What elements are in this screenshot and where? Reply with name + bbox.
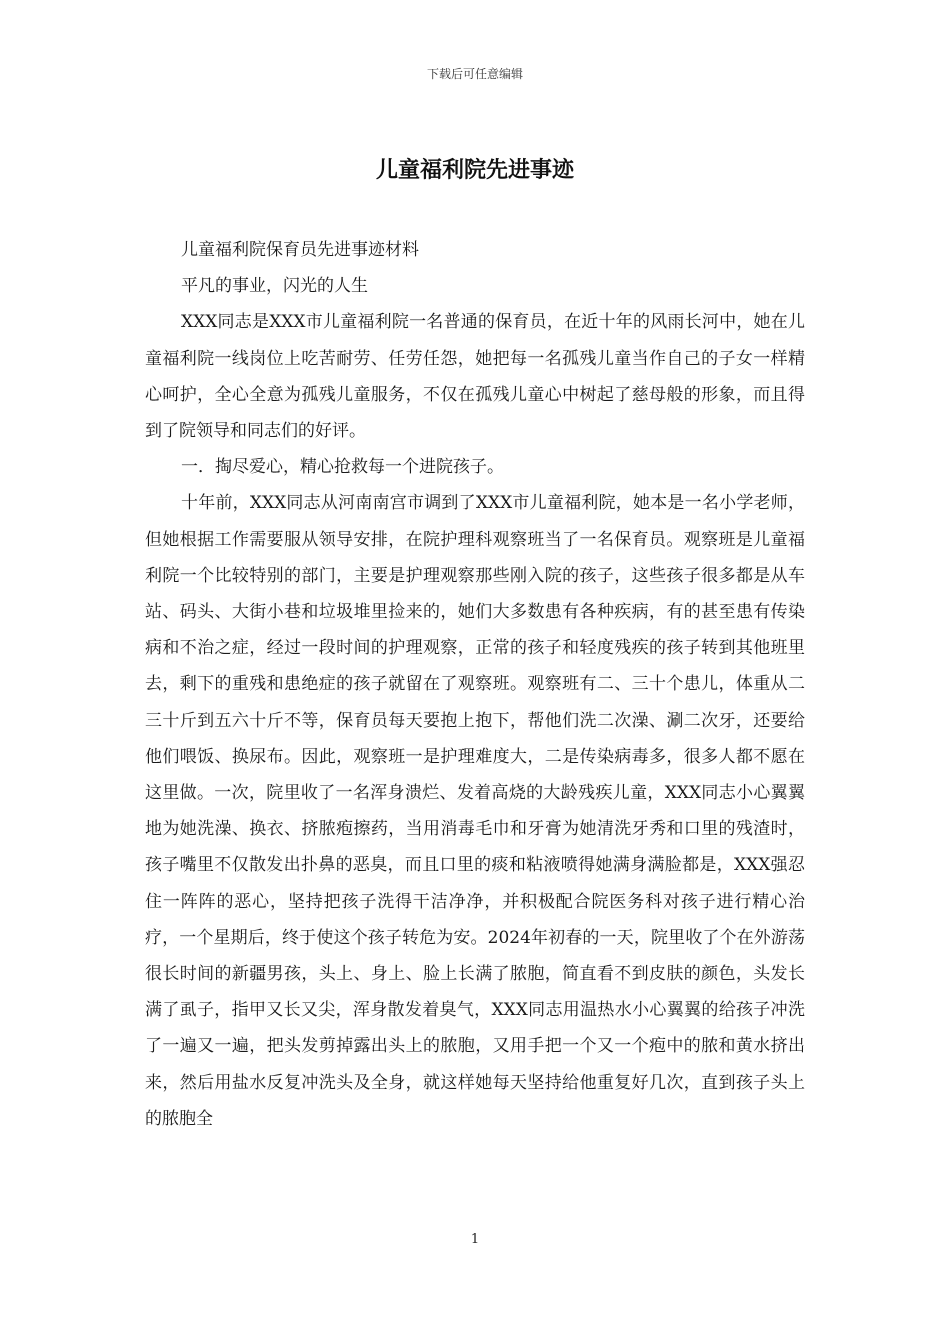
- page-number: 1: [470, 1232, 480, 1247]
- paragraph-intro: XXX同志是XXX市儿童福利院一名普通的保育员，在近十年的风雨长河中，她在儿童福利院一线岗位上吃苦耐劳、任劳任怨，她把每一名孤残儿童当作自己的子女一样精心呵护，全心全意为孤残儿童服务，不仅在孤残儿童心中树起了慈母般的形象，而且得到了院领导和同志们的好评。: [145, 312, 805, 442]
- paragraph-tagline: 平凡的事业，闪光的人生: [181, 276, 368, 297]
- paragraph-section-heading: 一．掏尽爱心，精心抢救每一个进院孩子。: [181, 457, 504, 478]
- page-header-note: 下载后可任意编辑: [426, 67, 523, 81]
- paragraph-story: 十年前，XXX同志从河南南宫市调到了XXX市儿童福利院，她本是一名小学老师，但她根据工作需要服从领导安排，在院护理科观察班当了一名保育员。观察班是儿童福利院一个比较特别的部门，主要是护理观察那些刚入院的孩子，这些孩子很多都是从车站、码头、大街小巷和垃圾堆里捡来的，她们大多数患有各种疾病，有的甚至患有传染病和不治之症，经过一段时间的护理观察，正常的孩子和轻度残疾的孩子转到其他班里去，剩下的重残和患绝症的孩子就留在了观察班。观察班有二、三十个患儿，体重从二三十斤到五六十斤不等，保育员每天要抱上抱下，帮他们洗二次澡、涮二次牙，还要给他们喂饭、换尿布。因此，观察班一是护理难度大，二是传染病毒多，很多人都不愿在这里做。一次，院里收了一名浑身溃烂、发着高烧的大龄残疾儿童，XXX同志小心翼翼地为她洗澡、换衣、挤脓疱擦药，当用消毒毛巾和牙膏为她清洗牙秀和口里的残渣时，孩子嘴里不仅散发出扑鼻的恶臭，而且口里的痰和粘液喷得她满身满脸都是，XXX强忍住一阵阵的恶心，坚持把孩子洗得干洁净净，并积极配合院医务科对孩子进行精心治疗，一个星期后，终于使这个孩子转危为安。2024年初春的一天，院里收了个在外游荡很长时间的新疆男孩，头上、身上、脸上长满了脓胞，简直看不到皮肤的颜色，头发长满了虱子，指甲又长又尖，浑身散发着臭气，XXX同志用温热水小心翼翼的给孩子冲洗了一遍又一遍，把头发剪掉露出头上的脓胞，又用手把一个又一个疱中的脓和黄水挤出来，然后用盐水反复冲洗头及全身，就这样她每天坚持给他重复好几次，直到孩子头上的脓胞全: [145, 493, 805, 1129]
- paragraph-subtitle: 儿童福利院保育员先进事迹材料: [181, 240, 419, 260]
- document-title: 儿童福利院先进事迹: [375, 157, 574, 183]
- document-body: [145, 232, 805, 1137]
